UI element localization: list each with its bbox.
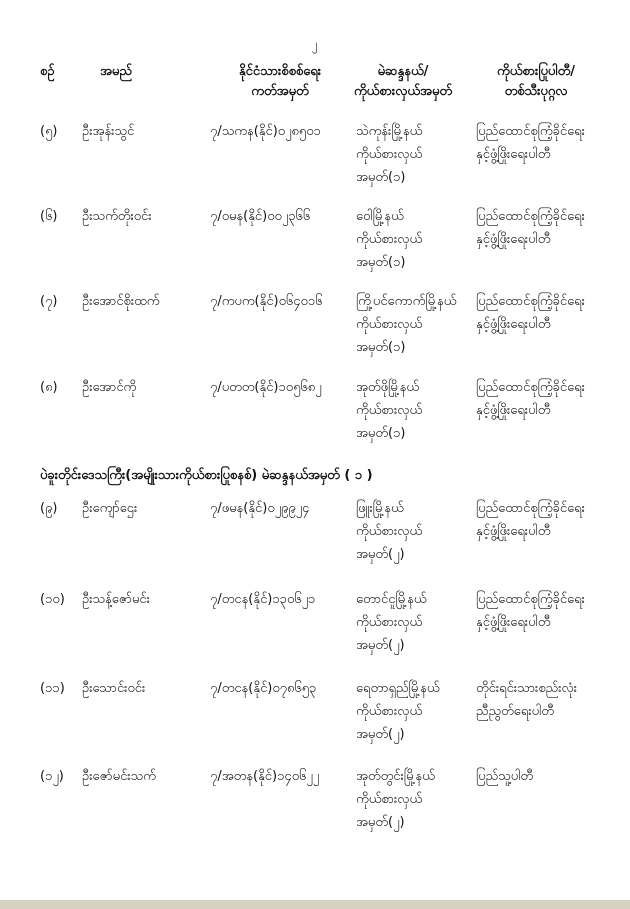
constituency [356,497,422,566]
nrc-number: ၇/ဖမန(နိုင်)၀၂၉၉၂၄ [210,501,310,516]
candidate-name: ဦးသောင်းဝင်း [82,681,146,696]
header-nrc-line2: ကတ်အမှတ် [251,84,309,99]
candidate-name: ဦးအောင်စိုးထက် [82,294,160,309]
nrc-number: ၇/ကပက(နိုင်)၀၆၄၀၁၆ [210,294,323,309]
party-line2: နှင့်ဖွံ့ဖြိုးရေးပါတီ [476,615,551,630]
constituency-line3: အမှတ်(၂) [356,727,405,742]
party-line2: ညီညွတ်ရေးပါတီ [476,704,554,719]
party [476,677,577,723]
constituency-line2: ကိုယ်စားလှယ် [356,317,423,332]
table-row [0,120,630,210]
nrc-number: ၇/တငန(နိုင်)၀၇၈၆၅၃ [210,681,317,696]
constituency-line1: တောင်ငူမြို့နယ် [356,592,427,607]
nrc-number: ၇/ဝမန(နိုင်)၀၀၂၃၆၆ [210,209,311,224]
party-line1: တိုင်းရင်းသားစည်းလုံး [476,681,578,696]
constituency-line3: အမှတ်(၁) [356,170,406,185]
party-line1: ပြည်ထောင်စုကြံ့ခိုင်ရေး [476,380,585,395]
party-line2: နှင့်ဖွံ့ဖြိုးရေးပါတီ [476,524,551,539]
constituency-line2: ကိုယ်စားလှယ် [356,524,423,539]
table-row [0,290,630,380]
table-row [0,588,630,678]
header-nrc-line1: နိုင်ငံသားစိစစ်ရေး [238,64,322,79]
constituency-line1: ဖြူးမြို့နယ် [356,501,404,516]
header-party [476,62,596,102]
row-number: (၆) [40,209,58,224]
party [476,290,585,336]
constituency-line2: ကိုယ်စားလှယ် [356,792,423,807]
constituency-line1: ဝေါမြို့နယ် [356,209,404,224]
constituency-line1: အုတ်ဖိုမြို့နယ် [356,380,419,395]
row-number: (၇) [40,294,58,309]
constituency [356,376,422,445]
nrc-number: ၇/တငန(နိုင်)၁၃၀၆၂၁ [210,592,316,607]
constituency-line2: ကိုယ်စားလှယ် [356,615,423,630]
party-line1: ပြည်ထောင်စုကြံ့ခိုင်ရေး [476,209,585,224]
party-line2: နှင့်ဖွံ့ဖြိုးရေးပါတီ [476,232,551,247]
constituency-line1: ကြို့ပင်ကောက်မြို့နယ် [356,294,457,309]
constituency-line3: အမှတ်(၂) [356,815,405,830]
header-nrc [215,62,345,102]
table-row [0,497,630,587]
party-line1: ပြည်ထောင်စုကြံ့ခိုင်ရေး [476,294,585,309]
row-number: (၉) [40,501,58,516]
constituency-line2: ကိုယ်စားလှယ် [356,232,423,247]
header-party-line1: ကိုယ်စားပြုပါတီ/ [497,64,575,79]
constituency-line2: ကိုယ်စားလှယ် [356,403,423,418]
table-row [0,376,630,466]
party-line1: ပြည်ထောင်စုကြံ့ခိုင်ရေး [476,501,585,516]
candidate-name: ဦးသက်တိုးဝင်း [82,209,152,224]
table-row [0,765,630,855]
constituency-line3: အမှတ်(၂) [356,638,405,653]
nrc-number: ၇/သကန(နိုင်)၀၂၈၅၀၁ [210,124,321,139]
candidate-name: ဦးအောင်ကို [82,380,137,395]
row-number: (၁၀) [40,592,65,607]
party-line2: နှင့်ဖွံ့ဖြိုးရေးပါတီ [476,317,551,332]
constituency [356,205,422,274]
party [476,120,585,166]
header-constituency-line1: မဲဆန္ဒနယ်/ [377,64,429,79]
party-line2: နှင့်ဖွံ့ဖြိုးရေးပါတီ [476,147,551,162]
row-number: (၈) [40,380,58,395]
candidate-name: ဦးသန့်ဇော်မင်း [82,592,150,607]
row-number: (၅) [40,124,58,139]
constituency-line3: အမှတ်(၂) [356,547,405,562]
constituency-line1: သဲကုန်းမြို့နယ် [356,124,423,139]
header-constituency-line2: ကိုယ်စားလှယ်အမှတ် [353,84,453,99]
table-row [0,205,630,295]
nrc-number: ၇/အတန(နိုင်)၁၄၀၆၂၂ [210,769,320,784]
candidate-name: ဦးကျော်ဌေး [82,501,138,516]
section-title: ပဲခူးတိုင်းဒေသကြီး(အမျိုးသားကိုယ်စားပြုစနစ်) မဲဆန္ဒနယ်အမှတ် ( ၁ ) [40,468,373,483]
header-constituency [338,62,468,102]
header-party-line2: တစ်သီးပုဂ္ဂလ [504,84,568,99]
constituency-line3: အမှတ်(၁) [356,426,406,441]
party-line1: ပြည်ထောင်စုကြံ့ခိုင်ရေး [476,124,585,139]
table-row [0,677,630,767]
constituency [356,120,422,189]
constituency [356,290,456,359]
constituency-line3: အမှတ်(၁) [356,340,406,355]
party-line1: ပြည်သူ့ပါတီ [476,769,534,784]
constituency-line2: ကိုယ်စားလှယ် [356,704,423,719]
party [476,765,533,788]
constituency-line1: ရေတာရှည်မြို့နယ် [356,681,440,696]
party-line1: ပြည်ထောင်စုကြံ့ခိုင်ရေး [476,592,585,607]
candidate-name: ဦးအုန်းသွင် [82,124,135,139]
row-number: (၁၂) [40,769,64,784]
party [476,497,585,543]
party [476,588,585,634]
constituency-line2: ကိုယ်စားလှယ် [356,147,423,162]
constituency-line3: အမှတ်(၁) [356,255,406,270]
constituency [356,588,426,657]
candidate-name: ဦးဇော်မင်းသက် [82,769,156,784]
row-number: (၁၁) [40,681,65,696]
party [476,205,585,251]
header-name: အမည် [100,64,132,79]
constituency [356,677,440,746]
party [476,376,585,422]
page-bottom-border [0,900,630,909]
constituency-line1: အုတ်တွင်းမြို့နယ် [356,769,435,784]
constituency [356,765,435,834]
nrc-number: ၇/ပတတ(နိုင်)၁၀၅၆၈၂ [210,380,322,395]
header-no: စဉ် [40,64,55,79]
party-line2: နှင့်ဖွံ့ဖြိုးရေးပါတီ [476,403,551,418]
page-number: ၂ [312,37,318,51]
